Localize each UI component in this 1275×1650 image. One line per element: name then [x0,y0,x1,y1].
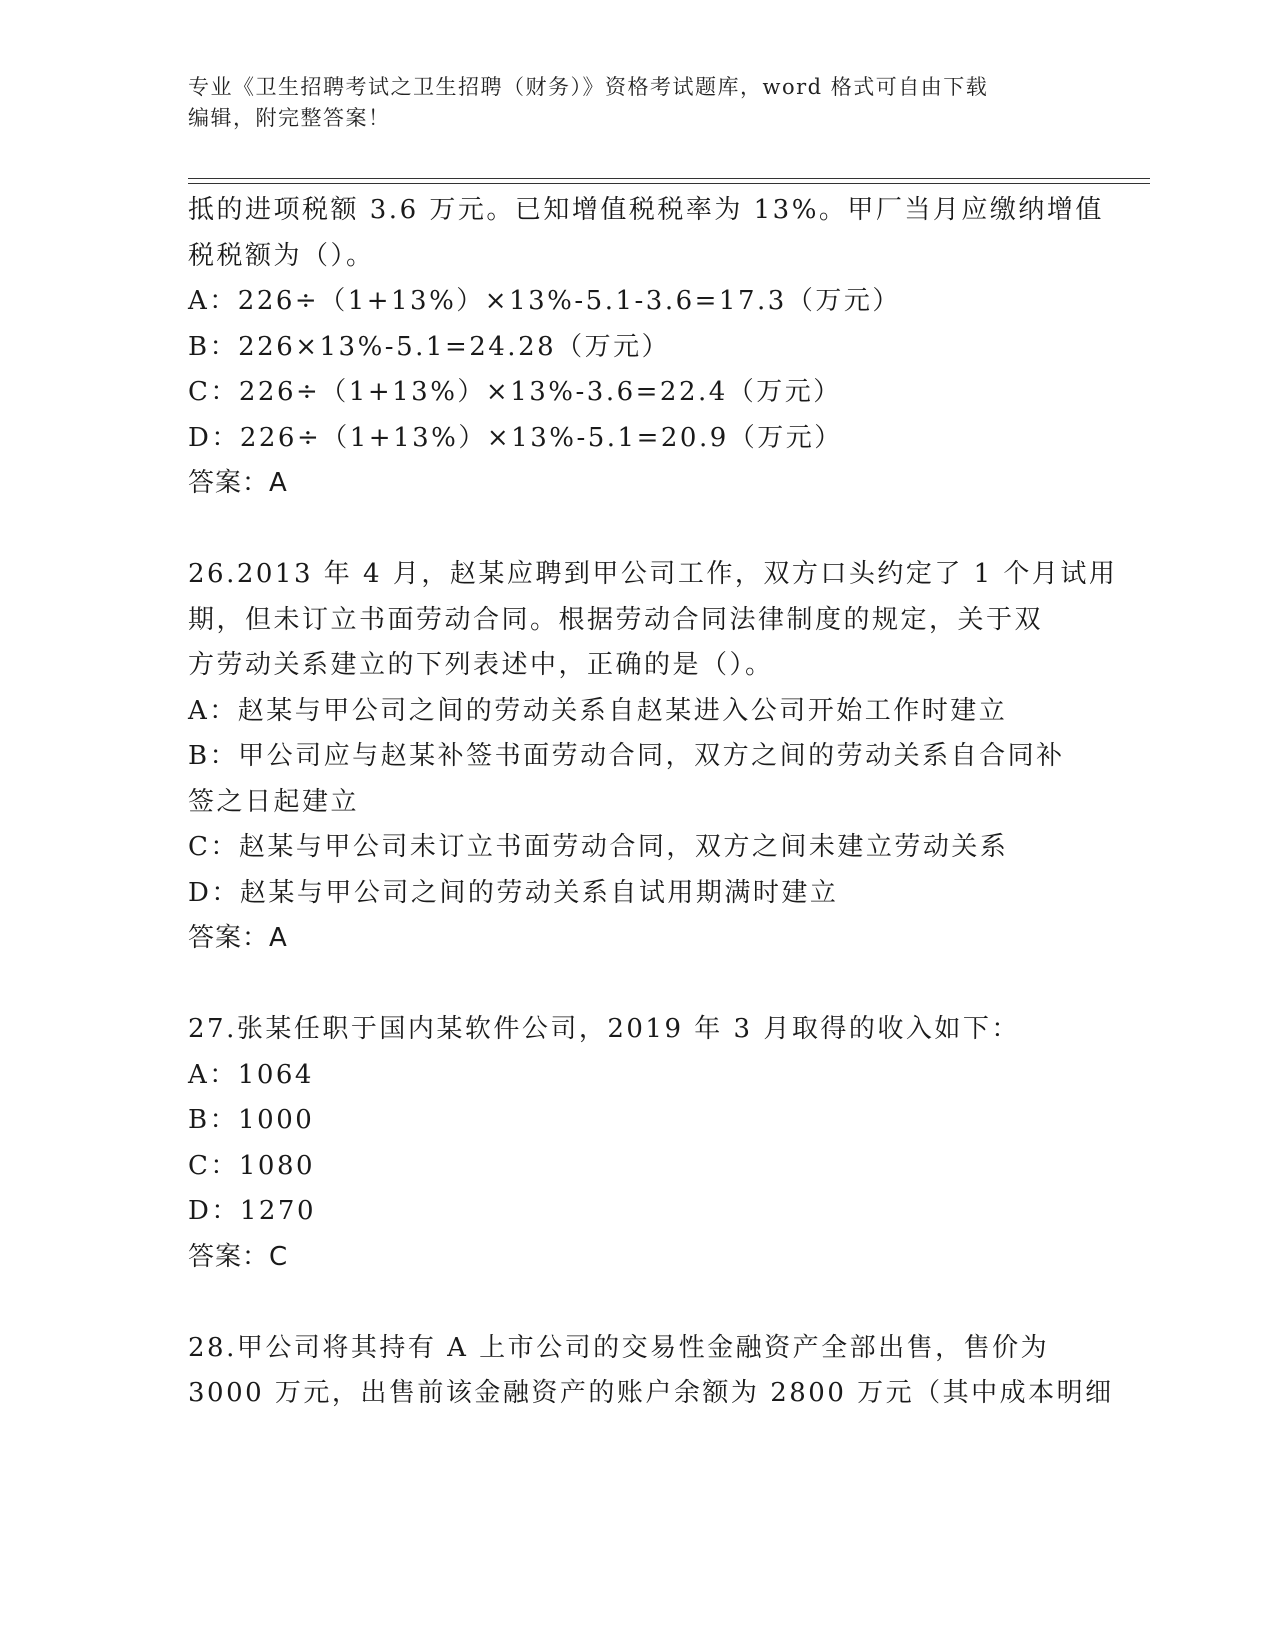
option-c: C：1080 [188,1150,316,1181]
option-b: B：甲公司应与赵某补签书面劳动合同，双方之间的劳动关系自合同补 [188,741,1065,771]
question-text-line: 方劳动关系建立的下列表述中，正确的是（）。 [188,650,774,680]
header-divider-bottom [188,183,1150,184]
option-c: C：赵某与甲公司未订立书面劳动合同，双方之间未建立劳动关系 [188,832,1009,862]
question-28 [188,1326,1114,1417]
spacer [188,962,1088,1008]
spacer [188,507,1088,553]
option-d: D：1270 [188,1196,317,1226]
question-text-line: 26.2013 年 4 月，赵某应聘到甲公司工作，双方口头约定了 1 个月试用 [188,559,1118,589]
spacer [188,1280,1088,1326]
question-text-line: 28.甲公司将其持有 A 上市公司的交易性金融资产全部出售，售价为 [188,1332,1050,1363]
option-b-continued: 签之日起建立 [188,786,360,817]
option-d: D：226÷（1+13%）×13%-5.1=20.9（万元） [188,422,843,453]
document-body [188,188,1118,1417]
question-text-line: 抵的进项税额 3.6 万元。已知增值税税率为 13%。甲厂当月应缴纳增值 [188,195,1104,225]
option-c: C：226÷（1+13%）×13%-3.6=22.4（万元） [188,377,842,407]
question-25 [188,188,1104,507]
option-a: A：赵某与甲公司之间的劳动关系自赵某进入公司开始工作时建立 [188,695,1008,726]
question-text-line: 3000 万元，出售前该金融资产的账户余额为 2800 万元（其中成本明细 [188,1378,1114,1408]
header-line-1: 专业《卫生招聘考试之卫生招聘（财务）》资格考试题库，word 格式可自由下载 [188,75,989,99]
header-divider-top [188,178,1150,179]
option-d: D：赵某与甲公司之间的劳动关系自试用期满时建立 [188,877,839,908]
answer-line: 答案：A [188,923,288,953]
page-header [188,72,1088,134]
option-a: A：226÷（1+13%）×13%-5.1-3.6=17.3（万元） [188,286,901,316]
question-26 [188,552,1118,962]
question-text-line: 税税额为（）。 [188,240,375,271]
option-b: B：1000 [188,1105,315,1135]
option-a: A：1064 [188,1059,314,1090]
header-line-2: 编辑，附完整答案！ [188,106,391,130]
answer-line: 答案：C [188,1241,289,1272]
option-b: B：226×13%-5.1=24.28（万元） [188,331,671,362]
answer-line: 答案：A [188,468,288,498]
question-27 [188,1007,1088,1280]
question-text-line: 期，但未订立书面劳动合同。根据劳动合同法律制度的规定，关于双 [188,604,1044,635]
question-text-line: 27.张某任职于国内某软件公司，2019 年 3 月取得的收入如下： [188,1014,1020,1044]
